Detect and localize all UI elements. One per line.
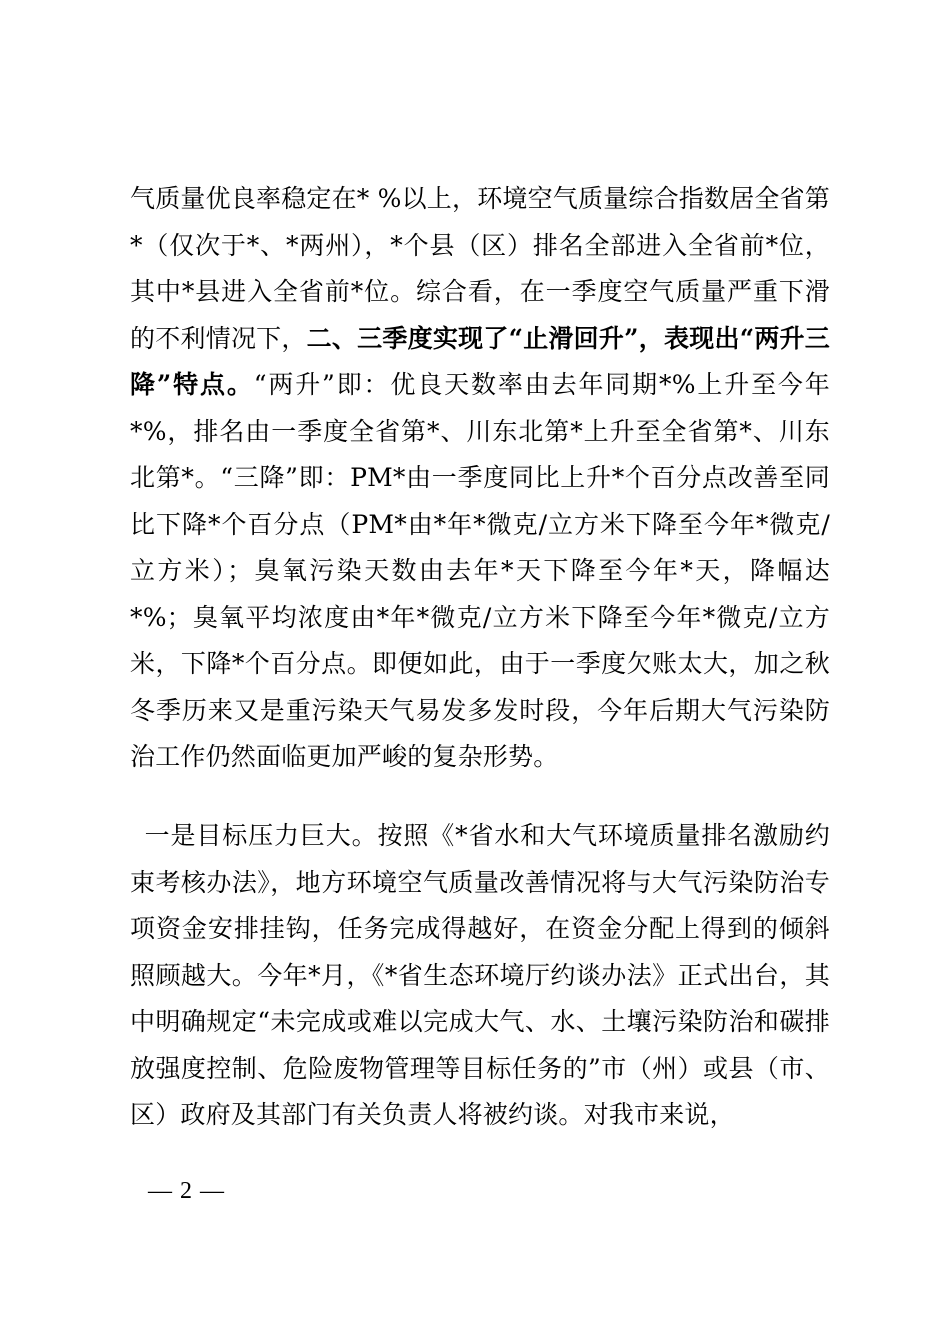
body-paragraph-1 bbox=[130, 176, 830, 781]
page-number: — 2 — bbox=[148, 1178, 225, 1204]
paragraph-1-text-start: 气质量优良率稳定在* %以上，环境空气质量综合指数居全省第*（仅次于*、*两州），*个县（区）排名全部进入全省前*位，其中*县进入全省前*位。综合看，在一季度空气质量严重下滑的不利情况下， bbox=[130, 184, 831, 353]
paragraph-1-bold-summary: 二、三季度实现了“止滑回升”，表现出“两升三降”特点。 bbox=[130, 323, 830, 399]
body-paragraph-2 bbox=[130, 813, 830, 1139]
paragraph-2-text: 一是目标压力巨大。按照《*省水和大气环境质量排名激励约束考核办法》，地方环境空气质量改善情况将与大气污染防治专项资金安排挂钩，任务完成得越好，在资金分配上得到的倾斜照顾越大。今年*月，《*省生态环境厅约谈办法》正式出台，其中明确规定“未完成或难以完成大气、水、土壤污染防治和碳排放强度控制、危险废物管理等目标任务的”市（州）或县（市、区）政府及其部门有关负责人将被约谈。对我市来说， bbox=[130, 821, 830, 1129]
paragraph-1-text-end: “两升”即：优良天数率由去年同期*%上升至今年*%，排名由一季度全省第*、川东北第*上升至全省第*、川东北第*。“三降”即：PM*由一季度同比上升*个百分点改善至同比下降*个百分点（PM*由*年*微克/立方米下降至今年*微克/立方米）；臭氧污染天数由去年*天下降至今年*天，降幅达*%；臭氧平均浓度由*年*微克/立方米下降至今年*微克/立方米，下降*个百分点。即便如此，由于一季度欠账太大，加之秋冬季历来又是重污染天气易发多发时段，今年后期大气污染防治工作仍然面临更加严峻的复杂形势。 bbox=[130, 370, 830, 771]
